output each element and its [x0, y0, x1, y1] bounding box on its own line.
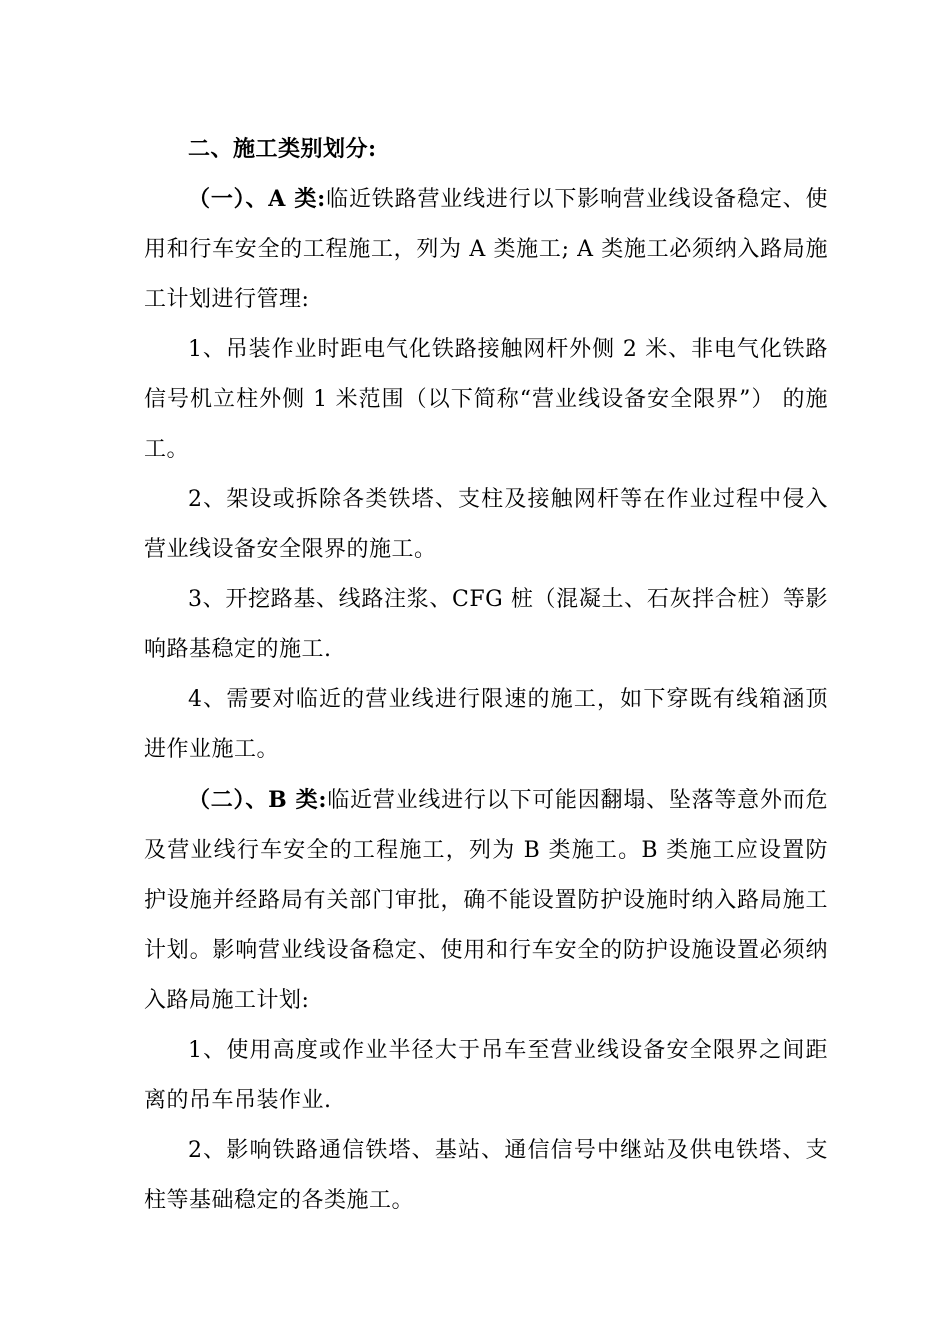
category-b-item-2: 2、影响铁路通信铁塔、基站、通信信号中继站及供电铁塔、支柱等基础稳定的各类施工。	[144, 1138, 828, 1213]
section-heading: 二、施工类别划分:	[188, 136, 377, 162]
category-b-text: 临近营业线进行以下可能因翻塌、坠落等意外而危及营业线行车安全的工程施工，列为 B 类施工。B 类施工应设置防护设施并经路局有关部门审批，确不能设置防护设施时纳入路局施工计划。影响营业线设备稳定、使用和行车安全的防护设施设置必须纳入路局施工计划:	[144, 788, 828, 1013]
category-a-item-3: 3、开挖路基、线路注浆、CFG 桩（混凝土、石灰拌合桩）等影响路基稳定的施工.	[144, 587, 828, 662]
category-b-item-1: 1、使用高度或作业半径大于吊车至营业线设备安全限界之间距离的吊车吊装作业.	[144, 1038, 828, 1113]
category-a-item-1: 1、吊装作业时距电气化铁路接触网杆外侧 2 米、非电气化铁路信号机立柱外侧 1 米范围（以下简称“营业线设备安全限界”） 的施工。	[144, 337, 828, 462]
category-a-text: 临近铁路营业线进行以下影响营业线设备稳定、使用和行车安全的工程施工，列为 A 类施工; A 类施工必须纳入路局施工计划进行管理:	[144, 187, 828, 312]
category-a-paragraph	[144, 174, 828, 325]
category-a-lead: （一）、A 类:	[188, 186, 326, 212]
category-a-item-2: 2、架设或拆除各类铁塔、支柱及接触网杆等在作业过程中侵入营业线设备安全限界的施工。	[144, 487, 828, 562]
category-b-paragraph	[144, 775, 828, 1026]
category-b-lead: （二）、B 类:	[188, 787, 328, 813]
category-a-item-4: 4、需要对临近的营业线进行限速的施工，如下穿既有线箱涵顶进作业施工。	[144, 687, 828, 762]
document-body	[144, 124, 828, 1226]
